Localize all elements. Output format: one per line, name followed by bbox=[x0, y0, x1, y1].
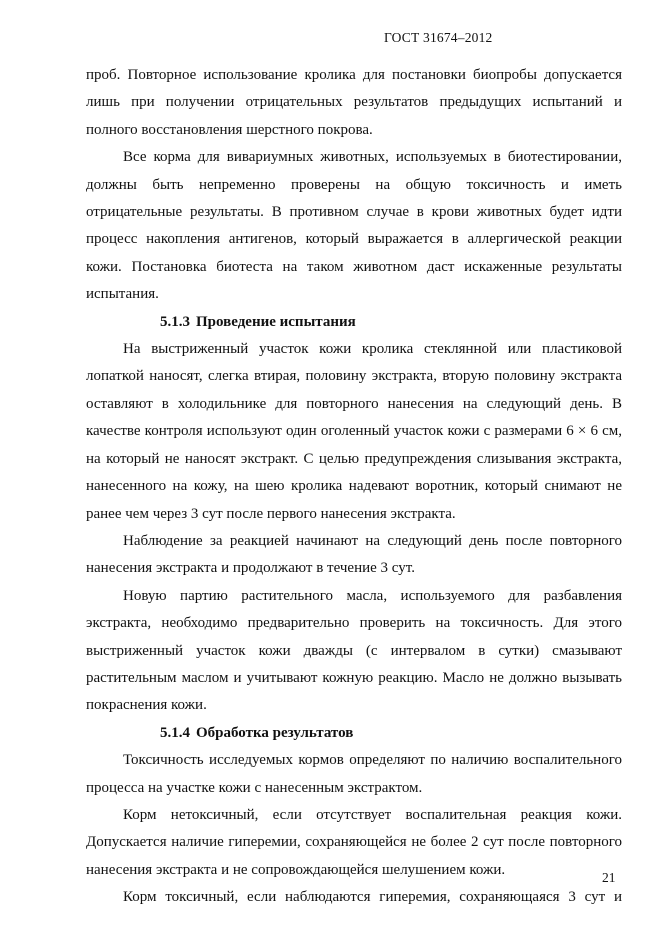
document-body bbox=[86, 62, 622, 912]
section-number: 5.1.3 bbox=[160, 313, 190, 330]
section-title: Обработка результатов bbox=[196, 724, 354, 741]
section-heading-5-1-4 bbox=[86, 720, 622, 747]
paragraph-oil-check: Новую партию растительного масла, используемого для разбавления экстракта, необходимо предварительно проверить на токсичность. Для этого выстриженный участок кожи дважды (с интервалом в сутки) смазывают растительным маслом и учитывают кожную реакцию. Масло не должно вызывать покраснения кожи. bbox=[86, 587, 622, 714]
page-header: ГОСТ 31674–2012 bbox=[384, 30, 493, 45]
paragraph-non-toxic: Корм нетоксичный, если отсутствует воспалительная реакция кожи. Допускается наличие гиперемии, сохраняющейся не более 2 сут после повторного нанесения экстракта и не сопровождающейся шелушением кожи. bbox=[86, 806, 622, 878]
paragraph-toxicity-definition: Токсичность исследуемых кормов определяют по наличию воспалительного процесса на участке кожи с нанесенным экстрактом. bbox=[86, 752, 622, 796]
section-number: 5.1.4 bbox=[160, 724, 190, 741]
paragraph-observation: Наблюдение за реакцией начинают на следующий день после повторного нанесения экстракта и продолжают в течение 3 сут. bbox=[86, 532, 622, 577]
paragraph-toxic: Корм токсичный, если наблюдаются гиперемия, сохраняющаяся 3 сут и bbox=[123, 889, 622, 906]
section-heading-5-1-3 bbox=[86, 309, 622, 336]
section-title: Проведение испытания bbox=[196, 313, 356, 330]
page-number: 21 bbox=[602, 870, 616, 885]
paragraph-feed-requirements: Все корма для вивариумных животных, используемых в биотестировании, должны быть непременно проверены на общую токсичность и иметь отрицательные результаты. В противном случае в крови животных будет идти процесс накопления антигенов, который выражается в аллергической реакции кожи. Постановка биотеста на таком животном даст искаженные результаты испытания. bbox=[86, 149, 622, 303]
paragraph-continuation: проб. Повторное использование кролика для постановки биопробы допускается лишь при получении отрицательных результатов предыдущих испытаний и полного восстановления шерстного покрова. bbox=[86, 67, 622, 138]
paragraph-procedure: На выстриженный участок кожи кролика стеклянной или пластиковой лопаткой наносят, слегка втирая, половину экстракта, вторую половину экстракта оставляют в холодильнике для повторного нанесения на следующий день. В качестве контроля используют один оголенный участок кожи с размерами 6 × 6 см, на который не наносят экстракт. С целью предупреждения слизывания экстракта, нанесенного на кожу, на шею кролика надевают воротник, который снимают не ранее чем через 3 сут после первого нанесения экстракта. bbox=[86, 341, 622, 522]
